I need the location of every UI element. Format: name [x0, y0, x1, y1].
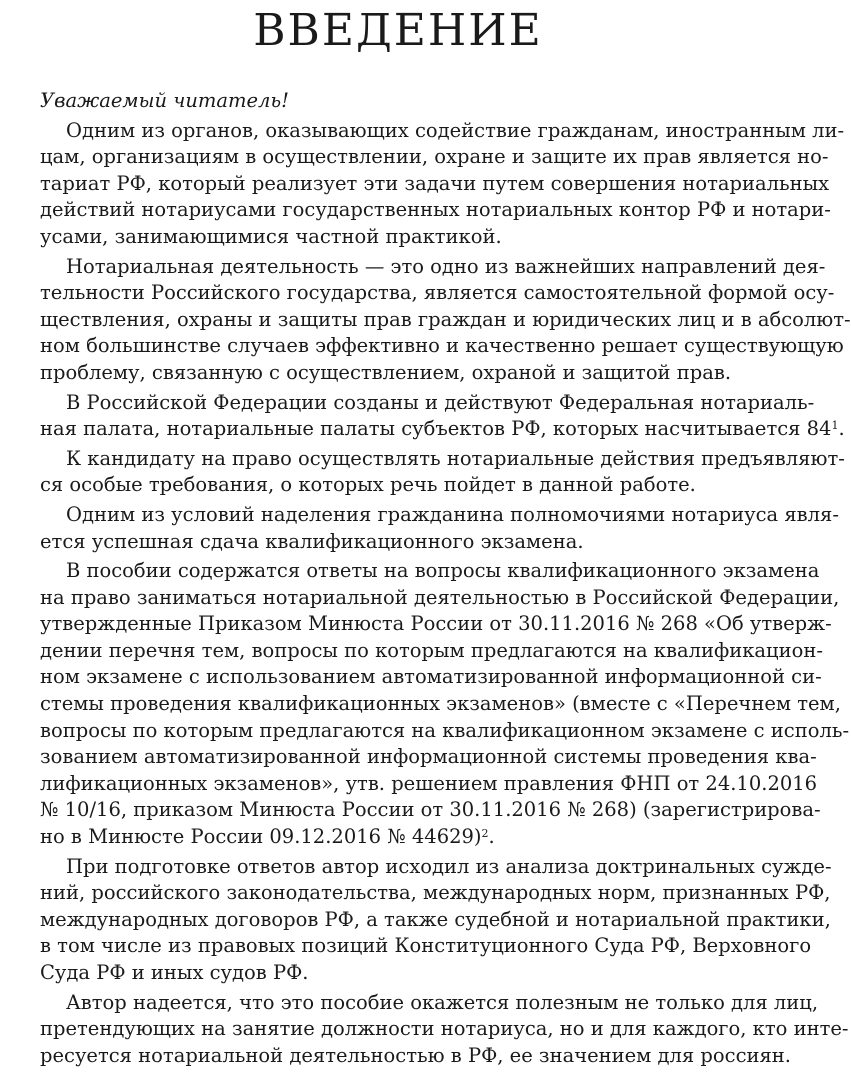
text-line: ная палата, нотариальные палаты субъектов РФ, которых насчитывается $84^1$.	[40, 417, 845, 441]
paragraph	[40, 446, 845, 499]
text-line: дении перечня тем, вопросы по которым предлагаются на квалификацион-	[40, 638, 823, 662]
text-line: но в Минюсте России 09.12.2016 № 44629)$^2$.	[40, 825, 495, 849]
text-line: Суда РФ и иных судов РФ.	[40, 961, 309, 984]
paragraph	[40, 502, 839, 555]
text-line: ется успешная сдача квалификационного экзамена.	[40, 529, 584, 553]
text-line: Нотариальная деятельность — это одно из важнейших направлений дея-	[66, 254, 826, 278]
text-line: лификационных экзаменов», утв. решением правления ФНП от 24.10.2016	[40, 771, 818, 795]
text-line: на право заниматься нотариальной деятельностью в Российской Федерации,	[40, 585, 840, 609]
text-line: действий нотариусами государственных нотариальных контор РФ и нотари-	[40, 198, 831, 222]
text-line: ся особые требования, о которых речь пойдет в данной работе.	[40, 473, 696, 497]
text-line: № 10/16, приказом Минюста России от 30.11.2016 № 268) (зарегистрирова-	[40, 798, 821, 822]
text-line: проблему, связанную с осуществлением, охраной и защитой прав.	[40, 360, 732, 384]
text-line: тельности Российского государства, является самостоятельной формой осу-	[40, 281, 835, 305]
text-line: ний, российского законодательства, международных норм, признанных РФ,	[40, 881, 831, 905]
text-line: вопросы по которым предлагаются на квалификационном экзамене с исполь-	[40, 718, 850, 742]
text-line: зованием автоматизированной информационной системы проведения ква-	[40, 745, 817, 769]
text-line: В пособии содержатся ответы на вопросы квалификационного экзамена	[66, 559, 820, 583]
text-line: претендующих на занятие должности нотариуса, но и для каждого, кто инте-	[40, 1017, 849, 1041]
text-line: цам, организациям в осуществлении, охране и защите их прав является но-	[40, 145, 829, 169]
page-title: ВВЕДЕНИЕ	[253, 5, 543, 56]
text-line: ном экзамене с использованием автоматизированной информационной си-	[40, 665, 822, 689]
paragraph	[40, 254, 851, 387]
paragraph	[40, 558, 850, 851]
text-line: в том числе из правовых позиций Конституционного Суда РФ, Верховного	[40, 934, 812, 958]
greeting: Уважаемый читатель!	[40, 89, 289, 112]
text-line: К кандидату на право осуществлять нотариальные действия предъявляют-	[66, 446, 845, 470]
text-line: тариат РФ, который реализует эти задачи путем совершения нотариальных	[40, 171, 830, 195]
paragraph	[40, 390, 845, 443]
text-line: ществления, охраны и защиты прав граждан и юридических лиц и в абсолют-	[40, 307, 851, 331]
text-line: Одним из условий наделения гражданина полномочиями нотариуса явля-	[66, 502, 839, 526]
text-line: усами, занимающимися частной практикой.	[40, 224, 502, 248]
text-line: международных договоров РФ, а также судебной и нотариальной практики,	[40, 907, 831, 931]
footnote-marker[interactable]: 2	[481, 827, 489, 841]
text-line: Автор надеется, что это пособие окажется полезным не только для лиц,	[66, 990, 819, 1014]
text-line: ном большинстве случаев эффективно и качественно решает существующую	[40, 334, 844, 358]
paragraph	[40, 118, 845, 251]
text-line: При подготовке ответов автор исходил из анализа доктринальных сужде-	[66, 854, 832, 878]
text-line: В Российской Федерации созданы и действуют Федеральная нотариаль-	[66, 390, 815, 414]
text-line: утвержденные Приказом Минюста России от 30.11.2016 № 268 «Об утверж-	[40, 612, 832, 636]
paragraph	[40, 854, 832, 987]
paragraph	[40, 990, 849, 1070]
text-line: Одним из органов, оказывающих содействие гражданам, иностранным ли-	[66, 118, 845, 142]
body-text	[40, 88, 851, 1072]
footnote-marker[interactable]: 1	[831, 419, 839, 433]
text-line: ресуется нотариальной деятельностью в РФ, ее значением для россиян.	[40, 1043, 791, 1067]
text-line: стемы проведения квалификационных экзаменов» (вместе с «Перечнем тем,	[40, 692, 841, 716]
